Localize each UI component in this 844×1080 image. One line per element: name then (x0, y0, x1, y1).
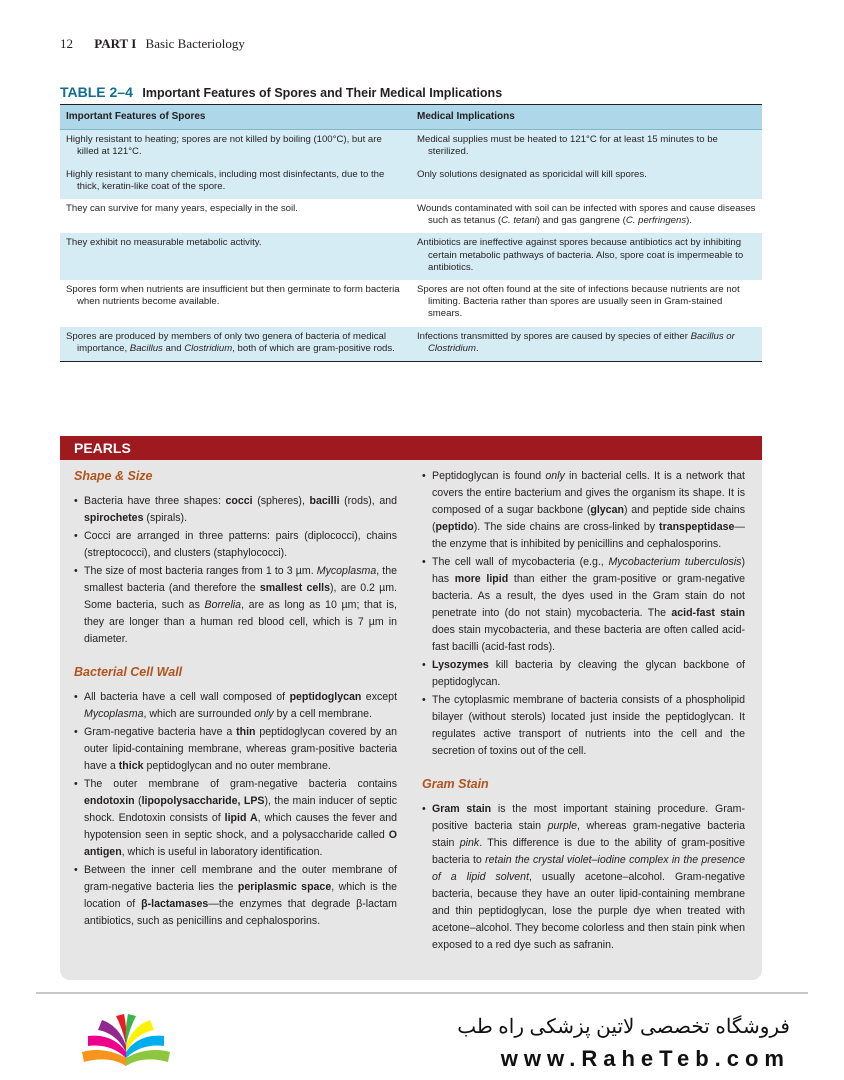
table-caption (60, 84, 502, 100)
list-item: • Gram-negative bacteria have a thin peptidoglycan covered by an outer lipid-containing membrane, whereas gram-positive bacteria have a thick peptidoglycan and no outer membrane. (74, 724, 397, 775)
table-title: Important Features of Spores and Their Medical Implications (142, 86, 503, 100)
list-item: • Cocci are arranged in three patterns: pairs (diplococci), chains (streptococci), and clusters (staphylococci). (74, 528, 397, 562)
section-heading: Shape & Size (74, 469, 153, 483)
table-row (60, 130, 762, 165)
table-header-row (60, 105, 762, 130)
list-item: • Between the inner cell membrane and the outer membrane of gram-negative bacteria lies the periplasmic space, which is the location of β-lactamases—the enzymes that degrade β-lactam antibiotics, such as penicillins and cephalosporins. (74, 862, 397, 930)
page-number: 12 (60, 36, 73, 51)
footer-divider (36, 992, 808, 994)
shop-url-link[interactable]: www.RaheTeb.com (500, 1046, 790, 1071)
bullet-list (422, 468, 745, 760)
list-item: • Gram stain is the most important staining procedure. Gram-positive bacteria stain purple, whereas gram-negative bacteria stain pink. This difference is due to the ability of gram-positive bacteria to retain the crystal violet–iodine complex in the presence of a lipid solvent, usually acetone–alcohol. Gram-negative bacteria, because they have an outer lipid-containing membrane and thin peptidoglycan, lose the purple dye when treated with acetone–alcohol. They become colorless and then stain pink when exposed to a red dye such as safranin. (422, 801, 745, 954)
part-label: PART I (94, 36, 137, 51)
list-item: • The outer membrane of gram-negative bacteria contains endotoxin (lipopolysaccharide, LPS), the main inducer of septic shock. Endotoxin consists of lipid A, which causes the fever and hypotension seen in septic shock, and a polysaccharide called O antigen, which is useful in laboratory identification. (74, 776, 397, 861)
table-row (60, 199, 762, 233)
list-item: • Peptidoglycan is found only in bacterial cells. It is a network that covers the entire bacterium and gives the organism its shape. It is composed of a sugar backbone (glycan) and peptide side chains (peptido). The side chains are cross-linked by transpeptidase—the enzyme that is inhibited by penicillins and cephalosporins. (422, 468, 745, 553)
table-cell: Spores are not often found at the site of infections because nutrients are not limiting. Bacteria rather than spores are usually seen in Gram-stained smears. (411, 280, 762, 327)
spores-table (60, 104, 762, 362)
table-cell: Spores form when nutrients are insufficient but then germinate to form bacteria when nutrients become available. (60, 280, 411, 327)
table-cell: Only solutions designated as sporicidal will kill spores. (411, 165, 762, 199)
table-cell: They can survive for many years, especially in the soil. (60, 199, 411, 233)
section-heading: Bacterial Cell Wall (74, 665, 183, 679)
pearls-banner: PEARLS (60, 436, 762, 460)
pearls-left-column (74, 468, 397, 931)
list-item: • The cytoplasmic membrane of bacteria consists of a phospholipid bilayer (without sterols) located just inside the peptidoglycan. It regulates active transport of nutrients into the cell and the secretion of toxins out of the cell. (422, 692, 745, 760)
table-row (60, 280, 762, 327)
table-cell: They exhibit no measurable metabolic activity. (60, 233, 411, 280)
list-item: • The cell wall of mycobacteria (e.g., Mycobacterium tuberculosis) has more lipid than either the gram-positive or gram-negative bacteria. As a result, the dyes used in the Gram stain do not penetrate into (do not stain) mycobacteria. The acid-fast stain does stain mycobacteria, and these bacteria are often called acid-fast bacilli (acid-fast rods). (422, 554, 745, 656)
table-row (60, 233, 762, 280)
list-item: • The size of most bacteria ranges from 1 to 3 µm. Mycoplasma, the smallest bacteria (and therefore the smallest cells), are 0.2 µm. Some bacteria, such as Borrelia, are as long as 10 µm; that is, they are longer than a human red blood cell, which is 7 µm in diameter. (74, 563, 397, 648)
table-cell: Medical supplies must be heated to 121°C for at least 15 minutes to be sterilized. (411, 130, 762, 165)
table-row (60, 165, 762, 199)
bullet-list (74, 689, 397, 930)
pearls-right-column (422, 468, 745, 955)
table-cell: Highly resistant to heating; spores are not killed by boiling (100°C), but are killed at 121°C. (60, 130, 411, 165)
table-cell: Highly resistant to many chemicals, including most disinfectants, due to the thick, keratin-like coat of the spore. (60, 165, 411, 199)
section-heading: Gram Stain (422, 777, 489, 791)
column-header: Medical Implications (411, 105, 762, 130)
column-header: Important Features of Spores (60, 105, 411, 130)
list-item: • Lysozymes kill bacteria by cleaving the glycan backbone of peptidoglycan. (422, 657, 745, 691)
running-head (60, 36, 245, 52)
book-logo-icon (78, 1008, 174, 1070)
list-item: • Bacteria have three shapes: cocci (spheres), bacilli (rods), and spirochetes (spirals). (74, 493, 397, 527)
table-cell: Infections transmitted by spores are caused by species of either Bacillus or Clostridium. (411, 327, 762, 362)
shop-name: فروشگاه تخصصی لاتین پزشکی راه طب (457, 1016, 790, 1038)
list-item: • All bacteria have a cell wall composed of peptidoglycan except Mycoplasma, which are surrounded only by a cell membrane. (74, 689, 397, 723)
table-row (60, 327, 762, 362)
table-number: TABLE 2–4 (60, 84, 133, 100)
bullet-list (74, 493, 397, 648)
table-cell: Spores are produced by members of only two genera of bacteria of medical importance, Bacillus and Clostridium, both of which are gram-positive rods. (60, 327, 411, 362)
bullet-list (422, 801, 745, 954)
table-cell: Wounds contaminated with soil can be infected with spores and cause diseases such as tetanus (C. tetani) and gas gangrene (C. perfringens). (411, 199, 762, 233)
section-label: Basic Bacteriology (145, 36, 245, 51)
table-cell: Antibiotics are ineffective against spores because antibiotics act by inhibiting certain metabolic pathways of bacteria. Also, spore coat is impermeable to antibiotics. (411, 233, 762, 280)
